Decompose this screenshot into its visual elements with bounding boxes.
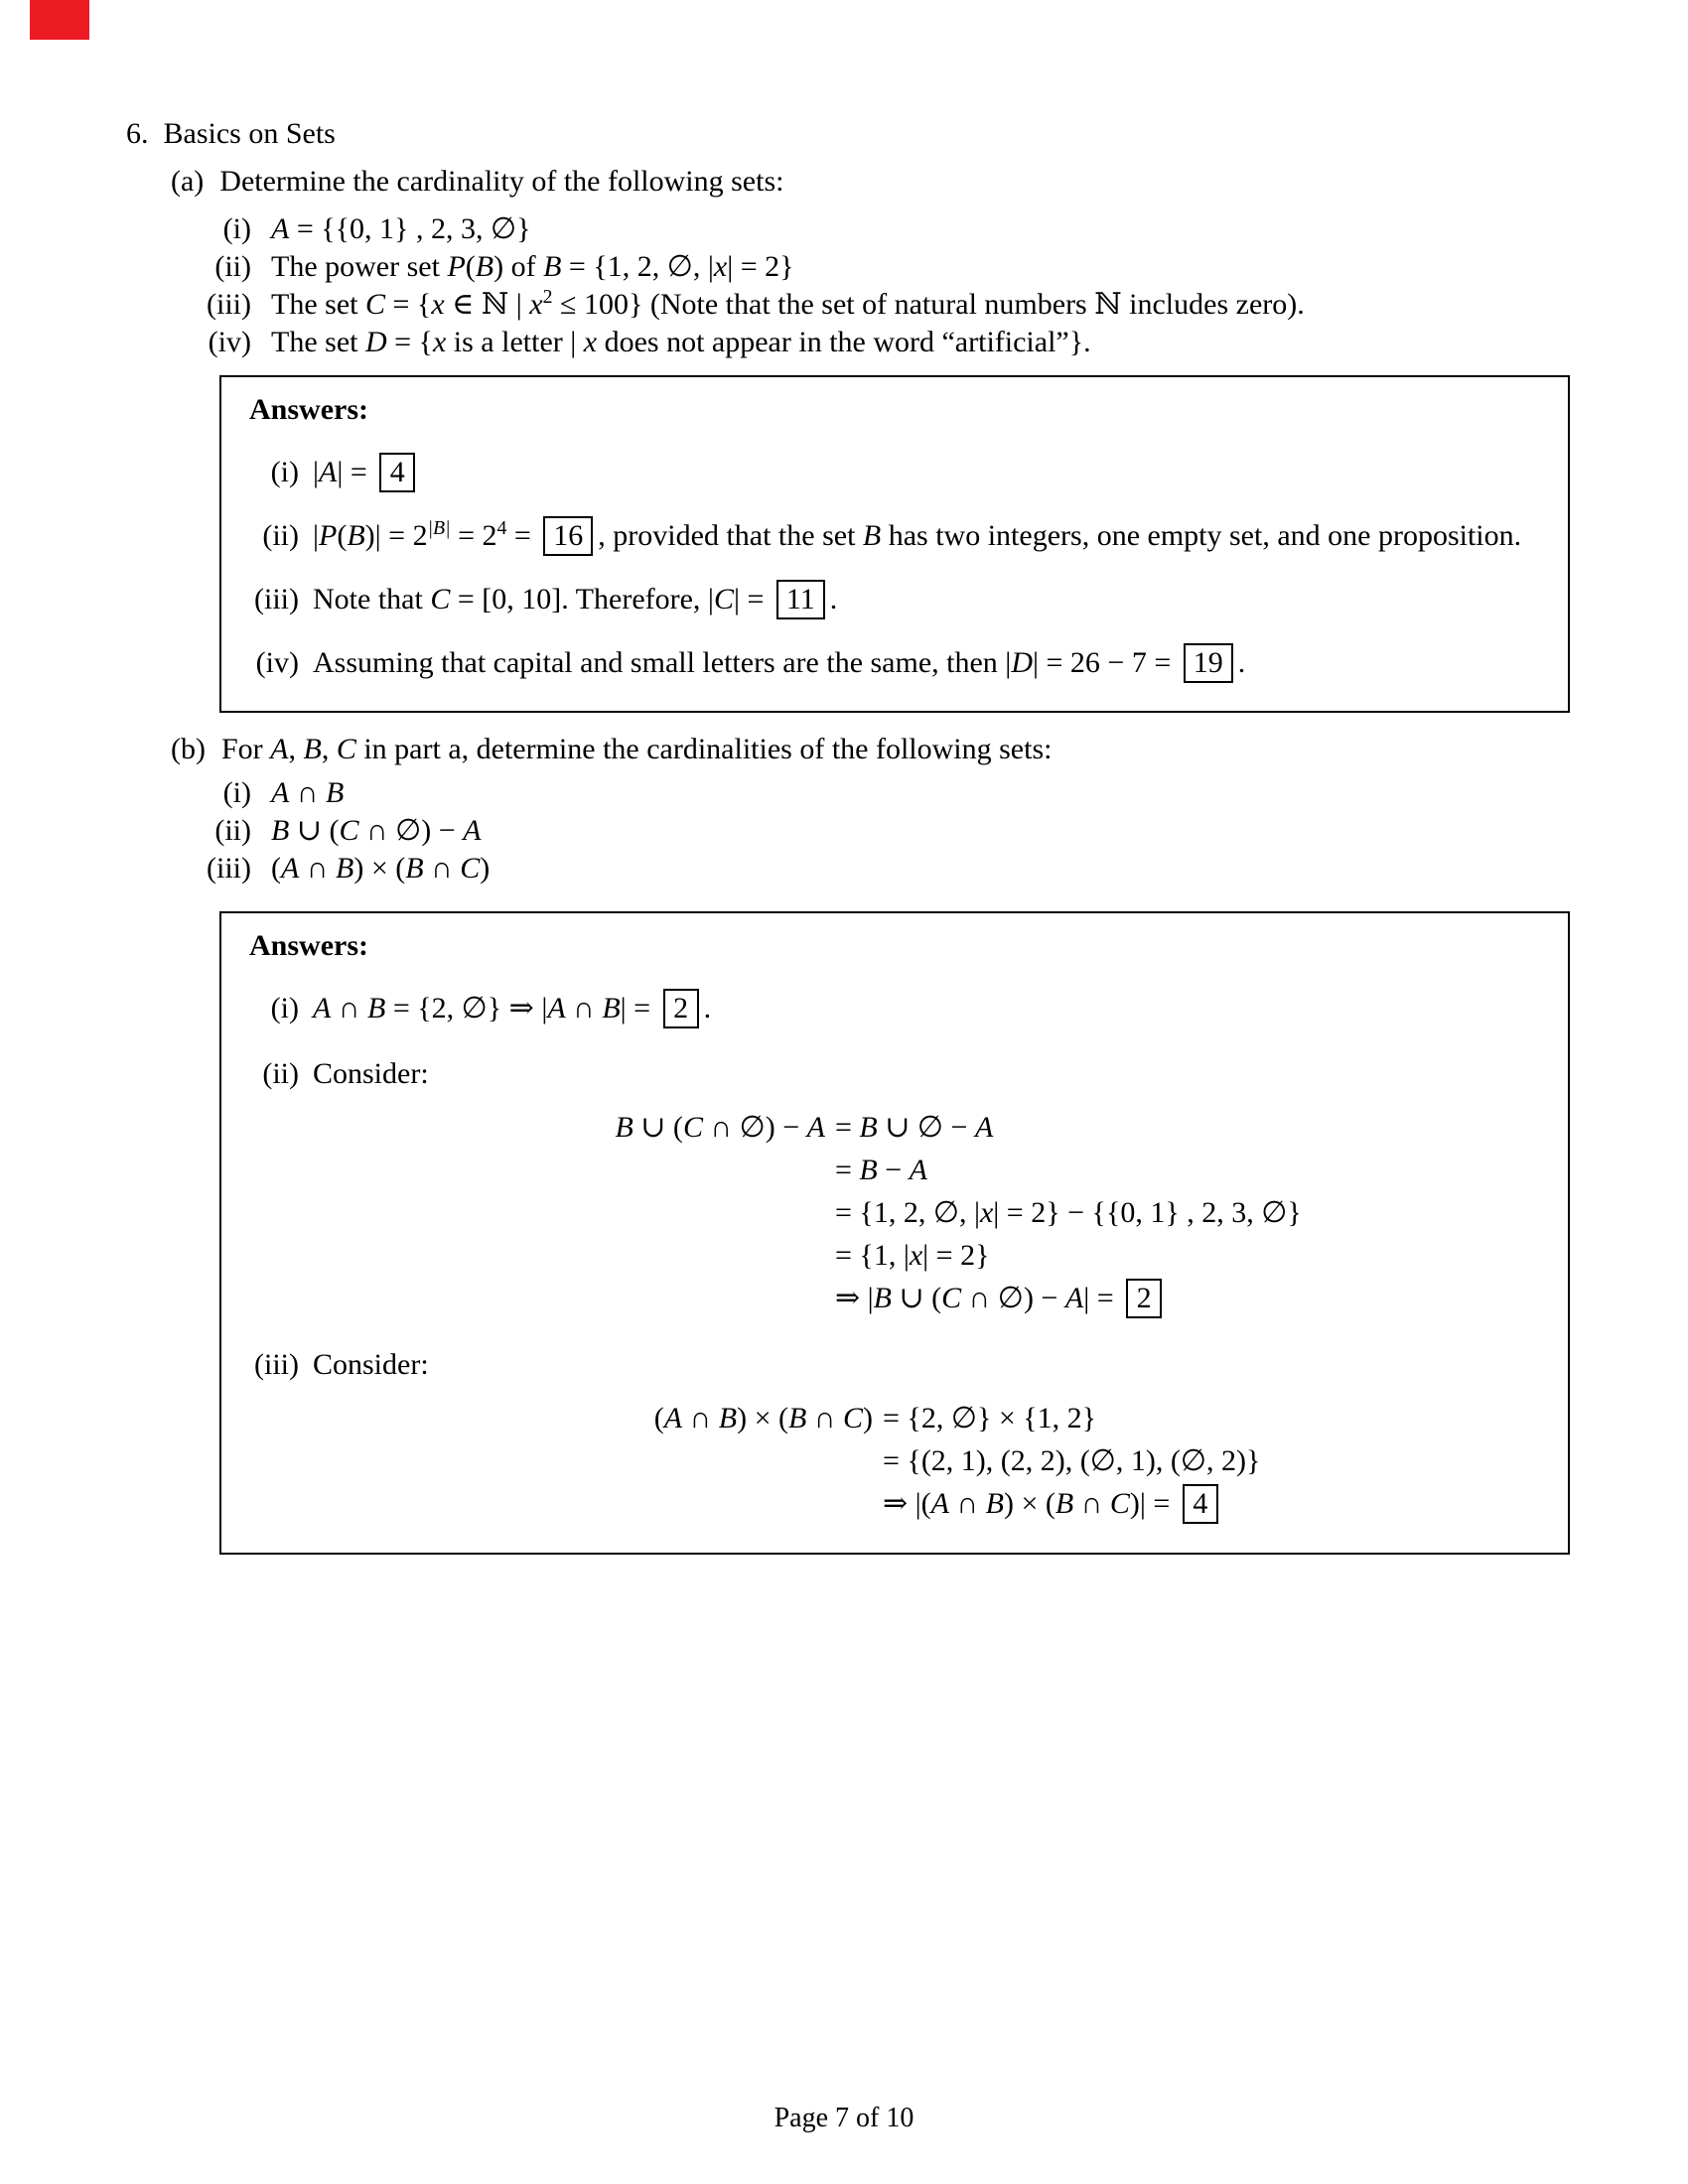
answer-item [249, 580, 1548, 619]
part-b-items [126, 774, 1572, 887]
item-label: (iv) [255, 646, 299, 679]
item-label: (ii) [262, 1057, 299, 1090]
item-label: (i) [270, 456, 299, 488]
answers-heading: Answers: [249, 929, 368, 962]
answer-text: $|P(B)| = 2^{|B|} = 2^4 = 16$ , provided that the set B has two integers, one empty set, and one proposition. [313, 516, 1521, 556]
part-a-items [126, 210, 1572, 361]
answer-item [249, 516, 1548, 556]
equation-lhs [249, 1234, 825, 1277]
answer-item [249, 989, 1548, 1028]
equation-rhs: = {(2, 1), (2, 2), (∅, 1), (∅, 2)} [883, 1444, 1261, 1477]
item-label: (iii) [207, 852, 251, 885]
item-text: A ∩ B [271, 776, 345, 809]
list-item [126, 210, 1572, 248]
equation-row [249, 1191, 1548, 1234]
equation-lhs [249, 1277, 825, 1319]
page-footer: Page 7 of 10 [774, 2103, 914, 2133]
equation-lhs [249, 1191, 825, 1234]
answer-item [249, 1345, 1548, 1385]
item-label: (i) [270, 992, 299, 1024]
document-body [126, 115, 1572, 1555]
item-label: (iii) [254, 583, 299, 615]
item-label: (ii) [214, 250, 251, 283]
equation-row [249, 1234, 1548, 1277]
equation-lhs: (A ∩ B) × (B ∩ C) [653, 1402, 873, 1434]
answer-text: Note that C = [0, 10]. Therefore, |C| = 11 . [313, 580, 837, 619]
item-label: (iii) [254, 1348, 299, 1381]
item-label: (iii) [207, 288, 251, 321]
equation-rhs: = B ∪ ∅ − A [835, 1111, 994, 1144]
equation-lhs [249, 1439, 873, 1482]
equation-row [249, 1106, 1548, 1149]
answer-text: Consider: [313, 1348, 429, 1381]
item-text: The set D = {x is a letter | x does not appear in the word “artificial”}. [271, 326, 1091, 358]
answer-text: Consider: [313, 1057, 429, 1090]
item-label: (iv) [208, 326, 251, 358]
answer-text: |A| = 4 [313, 453, 420, 492]
item-label: (i) [222, 212, 251, 245]
part-b-prompt: For A, B, C in part a, determine the cardinalities of the following sets: [220, 733, 1053, 765]
equation-row [249, 1149, 1548, 1191]
list-item [126, 248, 1572, 286]
problem-title: Basics on Sets [163, 117, 336, 150]
list-item [126, 286, 1572, 324]
part-a-heading [126, 163, 1572, 201]
item-text: (A ∩ B) × (B ∩ C) [271, 852, 491, 885]
part-a-label: (a) [171, 165, 205, 198]
equation-rhs: ⇒ |(A ∩ B) × (B ∩ C)| = 4 [873, 1482, 1223, 1525]
equation-row [249, 1482, 1548, 1525]
item-text: A = {{0, 1} , 2, 3, ∅} [271, 212, 531, 245]
list-item [126, 812, 1572, 850]
item-label: (ii) [262, 519, 299, 552]
item-label: (i) [222, 776, 251, 809]
item-label: (ii) [214, 814, 251, 847]
answers-heading: Answers: [249, 393, 368, 426]
red-corner-marker [30, 0, 89, 40]
answer-item [249, 643, 1548, 683]
answers-box-part-a [219, 375, 1570, 713]
equation-row [249, 1397, 1548, 1439]
equation-block-ii [249, 1106, 1548, 1319]
list-item [126, 774, 1572, 812]
problem-heading [126, 115, 1572, 153]
part-b-label: (b) [171, 733, 206, 765]
answer-item [249, 1054, 1548, 1094]
equation-row [249, 1277, 1548, 1319]
answer-text: A ∩ B = {2, ∅} ⇒ |A ∩ B| = 2 . [313, 989, 711, 1028]
item-text: The power set P(B) of B = {1, 2, ∅, |x| = 2} [271, 250, 794, 283]
answers-box-part-b [219, 911, 1570, 1555]
equation-rhs: = {1, |x| = 2} [835, 1239, 990, 1272]
item-text: The set C = {x ∈ ℕ | $x^2 \le 100$} (Note that the set of natural numbers ℕ includes zero). [271, 286, 1305, 321]
equation-row [249, 1439, 1548, 1482]
part-b-heading [126, 731, 1572, 768]
equation-rhs: ⇒ |B ∪ (C ∩ ∅) − A| = 2 [825, 1277, 1167, 1319]
equation-rhs: = {2, ∅} × {1, 2} [883, 1402, 1097, 1434]
equation-lhs: B ∪ (C ∩ ∅) − A [615, 1111, 825, 1144]
list-item [126, 324, 1572, 361]
equation-lhs [249, 1149, 825, 1191]
list-item [126, 850, 1572, 887]
equation-rhs: = {1, 2, ∅, |x| = 2} − {{0, 1} , 2, 3, ∅} [835, 1196, 1302, 1229]
answer-item [249, 453, 1548, 492]
problem-number: 6. [126, 117, 149, 150]
answer-text: Assuming that capital and small letters are the same, then |D| = 26 − 7 = 19 . [313, 643, 1245, 683]
equation-rhs: = B − A [835, 1154, 927, 1186]
equation-block-iii [249, 1397, 1548, 1525]
item-text: B ∪ (C ∩ ∅) − A [271, 814, 482, 847]
part-a-prompt: Determine the cardinality of the following sets: [219, 165, 784, 198]
equation-lhs [249, 1482, 873, 1525]
